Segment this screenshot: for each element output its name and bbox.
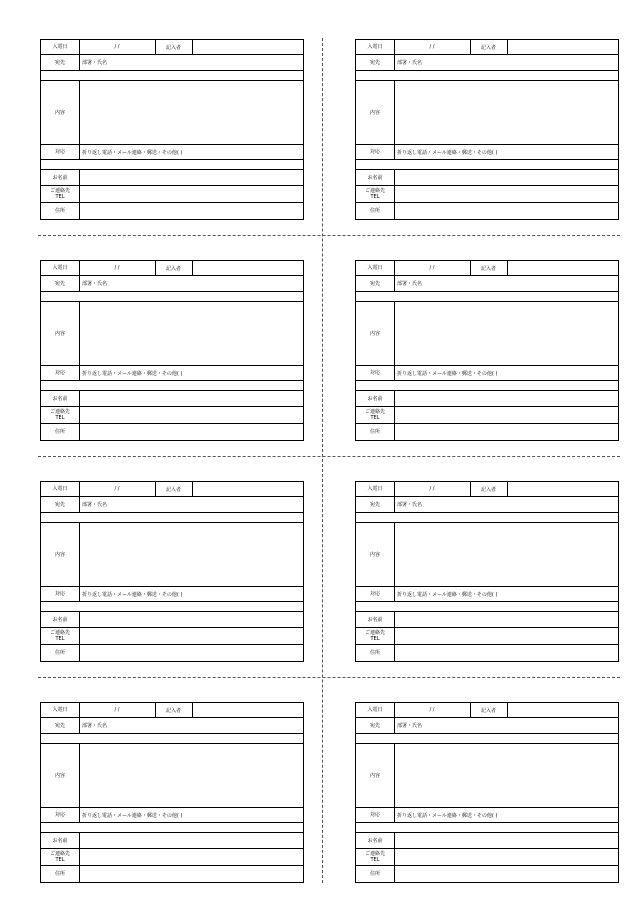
to-row [41,55,303,71]
address-label: 住所 [356,203,395,219]
to-label: 宛先 [356,497,395,512]
response-row [356,587,618,602]
content-label: 内容 [356,302,395,365]
spacer-row [41,160,303,170]
content-row [41,744,303,808]
to-row [356,718,618,734]
content-label: 内容 [356,744,395,807]
to-row [356,55,618,71]
tel-label-text: TEL [370,194,380,200]
content-label: 内容 [41,523,80,586]
response-field[interactable]: 折り返し電話・メール連絡・郵送・その他( ) [397,149,498,156]
address-field[interactable] [82,645,303,661]
response-field[interactable]: 折り返し電話・メール連絡・郵送・その他( ) [82,812,183,819]
name-field[interactable] [397,612,618,627]
received-row [356,482,618,497]
contact-label [41,407,80,423]
received-date-field[interactable]: / / [394,703,471,717]
contact-label-text: ご連絡先 [49,188,70,194]
address-field[interactable] [397,203,618,219]
tel-label-text: TEL [370,415,380,421]
content-field[interactable] [397,81,618,144]
spacer-row [356,292,618,302]
response-row [41,145,303,160]
content-field[interactable] [82,744,303,807]
address-field[interactable] [82,203,303,219]
received-row [356,40,618,55]
name-label: お名前 [41,833,80,848]
to-label: 宛先 [41,276,80,291]
name-row [41,612,303,628]
to-row [41,497,303,513]
name-label: お名前 [356,833,395,848]
received-date-field[interactable]: / / [79,40,156,54]
to-field[interactable]: 部署・氏名 [397,723,423,729]
contact-label [356,407,395,423]
spacer-row [41,292,303,302]
content-field[interactable] [397,302,618,365]
contact-label [41,628,80,644]
response-field[interactable]: 折り返し電話・メール連絡・郵送・その他( ) [397,812,498,819]
name-row [356,833,618,849]
response-label: 対応 [41,808,80,822]
received-date-field[interactable]: / / [394,482,471,496]
spacer-row [356,602,618,612]
contact-label-text: ご連絡先 [49,409,70,415]
response-field[interactable]: 折り返し電話・メール連絡・郵送・その他( ) [82,370,183,377]
spacer-row [41,823,303,833]
name-field[interactable] [82,170,303,185]
contact-field[interactable] [397,407,618,423]
to-row [356,497,618,513]
spacer-row [356,513,618,523]
content-field[interactable] [82,302,303,365]
response-field[interactable]: 折り返し電話・メール連絡・郵送・その他( ) [397,370,498,377]
recorder-label: 記入者 [470,482,508,496]
contact-field[interactable] [82,186,303,202]
contact-label-text: ご連絡先 [49,630,70,636]
name-row [356,391,618,407]
address-field[interactable] [397,866,618,882]
name-row [356,170,618,186]
contact-row [41,628,303,645]
phone-memo-card [40,39,304,220]
name-label: お名前 [356,612,395,627]
name-label: お名前 [41,612,80,627]
address-field[interactable] [397,645,618,661]
spacer-row [356,381,618,391]
contact-field[interactable] [82,849,303,865]
recorder-label: 記入者 [470,40,508,54]
name-field[interactable] [82,391,303,406]
received-date-field[interactable]: / / [394,40,471,54]
recorder-label: 記入者 [155,40,193,54]
name-field[interactable] [397,170,618,185]
response-label: 対応 [356,366,395,380]
name-row [41,833,303,849]
contact-row [41,849,303,866]
contact-label-text: ご連絡先 [49,851,70,857]
contact-label [356,186,395,202]
to-label: 宛先 [356,276,395,291]
contact-row [41,186,303,203]
contact-label [41,849,80,865]
spacer-row [356,71,618,81]
received-date-label: 入電日 [356,40,395,54]
contact-label-text: ご連絡先 [364,630,385,636]
to-field[interactable]: 部署・氏名 [397,281,423,287]
name-row [41,391,303,407]
received-row [356,703,618,718]
content-field[interactable] [82,523,303,586]
spacer-row [41,381,303,391]
to-label: 宛先 [356,718,395,733]
spacer-row [356,823,618,833]
address-label: 住所 [356,424,395,440]
response-label: 対応 [356,808,395,822]
received-date-label: 入電日 [356,482,395,496]
content-label: 内容 [41,81,80,144]
recorder-label: 記入者 [470,261,508,275]
contact-row [356,186,618,203]
spacer-row [41,602,303,612]
received-row [41,482,303,497]
response-row [41,587,303,602]
content-row [41,81,303,145]
contact-label [356,628,395,644]
received-row [41,703,303,718]
address-row [356,645,618,661]
address-field[interactable] [397,424,618,440]
response-label: 対応 [41,587,80,601]
phone-memo-card [355,39,619,220]
content-label: 内容 [356,523,395,586]
to-row [41,718,303,734]
contact-label [356,849,395,865]
recorder-label: 記入者 [155,261,193,275]
spacer-row [356,160,618,170]
name-field[interactable] [397,391,618,406]
received-date-label: 入電日 [41,261,80,275]
to-row [356,276,618,292]
received-date-field[interactable]: / / [79,703,156,717]
content-row [356,744,618,808]
contact-row [356,849,618,866]
received-date-label: 入電日 [41,40,80,54]
recorder-label: 記入者 [470,703,508,717]
name-label: お名前 [41,391,80,406]
contact-label-text: ご連絡先 [364,188,385,194]
tel-label-text: TEL [370,857,380,863]
spacer-row [41,513,303,523]
to-field[interactable]: 部署・氏名 [397,60,423,66]
tel-label-text: TEL [55,636,65,642]
address-label: 住所 [41,424,80,440]
content-row [41,302,303,366]
content-field[interactable] [397,744,618,807]
received-date-label: 入電日 [41,482,80,496]
address-row [41,866,303,882]
name-field[interactable] [82,612,303,627]
address-label: 住所 [41,203,80,219]
address-label: 住所 [41,645,80,661]
horizontal-cut-line [38,456,620,457]
address-row [41,645,303,661]
address-row [41,203,303,219]
to-field[interactable]: 部署・氏名 [82,60,108,66]
contact-row [356,407,618,424]
response-row [356,808,618,823]
response-label: 対応 [356,587,395,601]
to-row [41,276,303,292]
content-row [356,523,618,587]
content-row [356,81,618,145]
address-label: 住所 [356,645,395,661]
tel-label-text: TEL [55,857,65,863]
received-date-field[interactable]: / / [79,482,156,496]
content-row [41,523,303,587]
to-label: 宛先 [41,55,80,70]
response-field[interactable]: 折り返し電話・メール連絡・郵送・その他( ) [397,591,498,598]
phone-memo-card [40,481,304,662]
to-label: 宛先 [41,718,80,733]
received-row [41,261,303,276]
contact-field[interactable] [82,628,303,644]
address-row [356,424,618,440]
name-row [41,170,303,186]
received-row [41,40,303,55]
response-label: 対応 [356,145,395,159]
address-row [356,203,618,219]
address-label: 住所 [41,866,80,882]
contact-label-text: ご連絡先 [364,409,385,415]
spacer-row [356,734,618,744]
contact-label-text: ご連絡先 [364,851,385,857]
name-label: お名前 [41,170,80,185]
name-field[interactable] [397,833,618,848]
to-field[interactable]: 部署・氏名 [82,281,108,287]
recorder-label: 記入者 [155,482,193,496]
contact-row [41,407,303,424]
recorder-label: 記入者 [155,703,193,717]
received-date-label: 入電日 [41,703,80,717]
horizontal-cut-line [38,235,620,236]
phone-memo-card [40,260,304,441]
response-label: 対応 [41,366,80,380]
address-field[interactable] [82,866,303,882]
tel-label-text: TEL [370,636,380,642]
content-field[interactable] [397,523,618,586]
content-field[interactable] [82,81,303,144]
name-field[interactable] [82,833,303,848]
spacer-row [41,71,303,81]
received-date-field[interactable]: / / [79,261,156,275]
address-label: 住所 [356,866,395,882]
contact-field[interactable] [397,849,618,865]
name-label: お名前 [356,170,395,185]
phone-memo-card [40,702,304,883]
to-field[interactable]: 部署・氏名 [397,502,423,508]
content-label: 内容 [356,81,395,144]
received-row [356,261,618,276]
tel-label-text: TEL [55,415,65,421]
contact-row [356,628,618,645]
content-label: 内容 [41,302,80,365]
response-field[interactable]: 折り返し電話・メール連絡・郵送・その他( ) [82,591,183,598]
spacer-row [41,734,303,744]
name-row [356,612,618,628]
contact-field[interactable] [82,407,303,423]
response-row [41,808,303,823]
contact-label [41,186,80,202]
address-field[interactable] [82,424,303,440]
response-label: 対応 [41,145,80,159]
phone-memo-card [355,702,619,883]
contact-field[interactable] [397,628,618,644]
response-row [356,145,618,160]
horizontal-cut-line [38,677,620,678]
response-row [356,366,618,381]
phone-memo-card [355,481,619,662]
address-row [356,866,618,882]
response-row [41,366,303,381]
to-label: 宛先 [41,497,80,512]
received-date-field[interactable]: / / [394,261,471,275]
content-label: 内容 [41,744,80,807]
name-label: お名前 [356,391,395,406]
to-field[interactable]: 部署・氏名 [82,502,108,508]
to-label: 宛先 [356,55,395,70]
vertical-cut-line [322,38,323,883]
tel-label-text: TEL [55,194,65,200]
phone-memo-card [355,260,619,441]
response-field[interactable]: 折り返し電話・メール連絡・郵送・その他( ) [82,149,183,156]
content-row [356,302,618,366]
received-date-label: 入電日 [356,261,395,275]
contact-field[interactable] [397,186,618,202]
address-row [41,424,303,440]
to-field[interactable]: 部署・氏名 [82,723,108,729]
received-date-label: 入電日 [356,703,395,717]
